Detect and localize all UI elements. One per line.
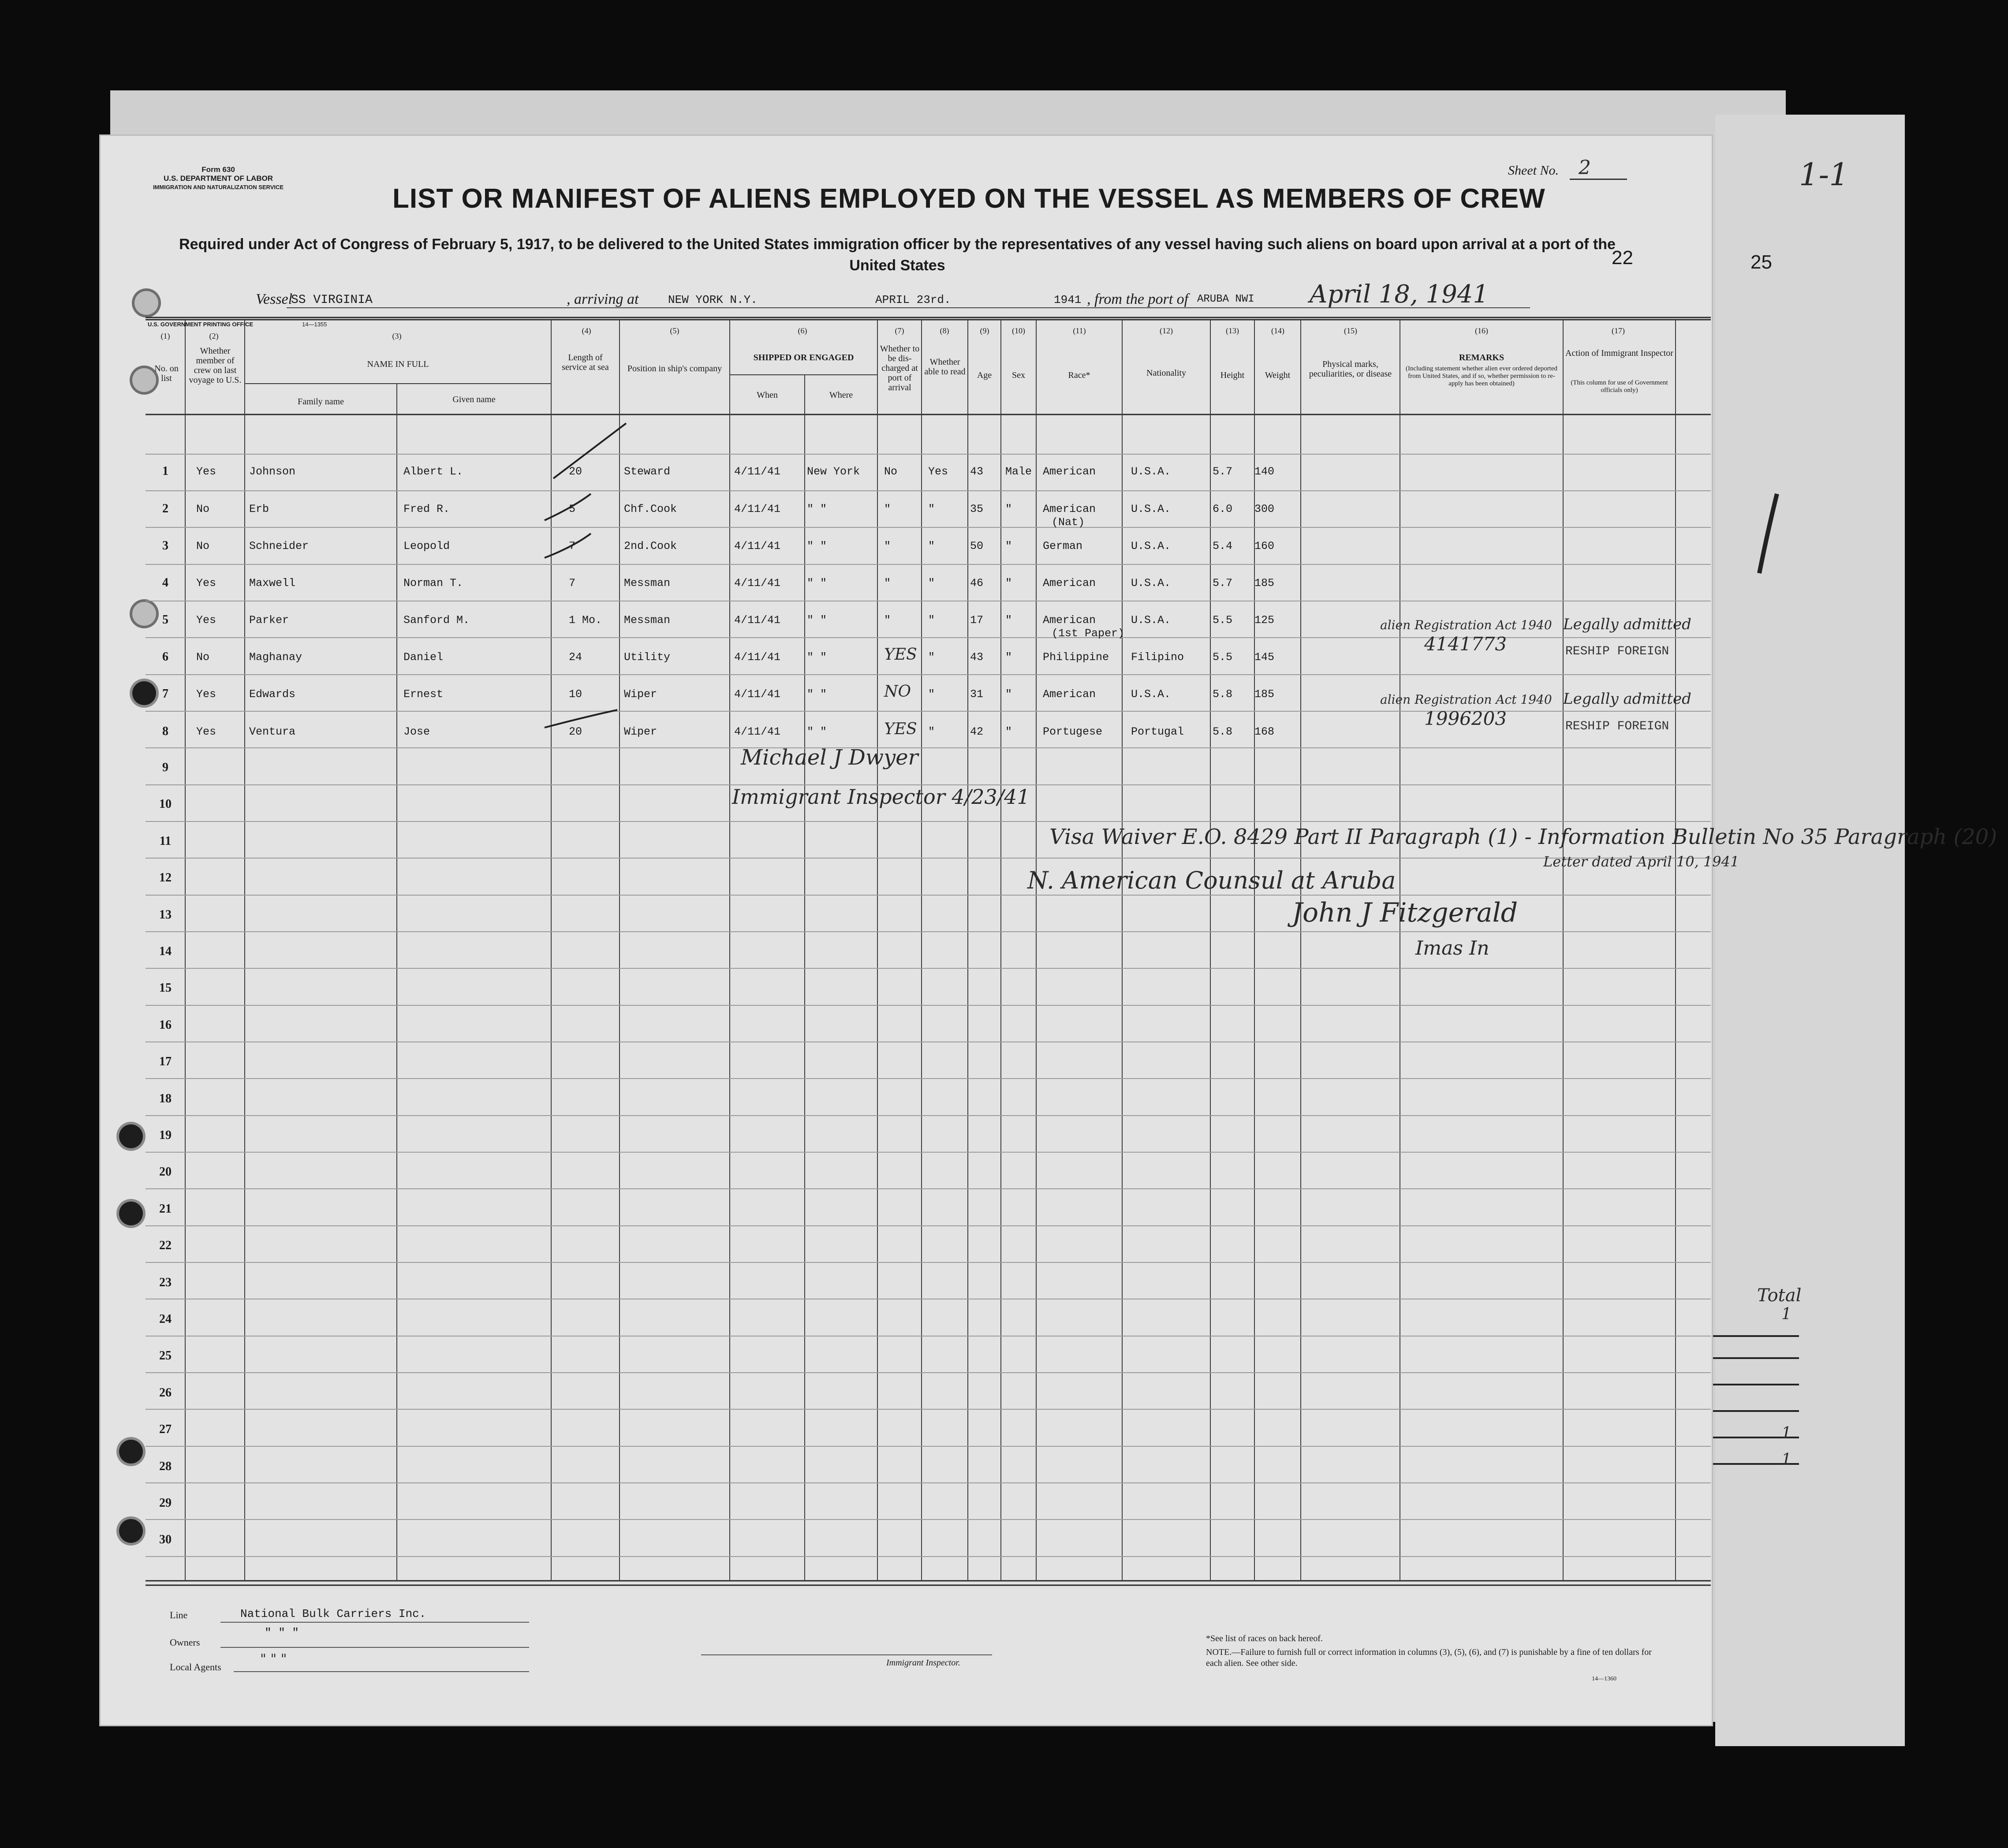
row-number: 1 bbox=[162, 464, 168, 478]
given-name: Ernest bbox=[403, 688, 444, 701]
registration-number: 1996203 bbox=[1424, 708, 1507, 729]
col-number: (1) bbox=[160, 332, 170, 340]
shipped-when: 4/11/41 bbox=[734, 688, 781, 701]
row-number: 15 bbox=[159, 981, 172, 995]
weight: 160 bbox=[1254, 540, 1275, 553]
nationality: U.S.A. bbox=[1131, 540, 1171, 553]
remarks: alien Registration Act 1940 bbox=[1380, 618, 1552, 632]
col-number: (16) bbox=[1475, 326, 1488, 335]
shipped-when: 4/11/41 bbox=[734, 725, 781, 738]
height: 5.8 bbox=[1213, 725, 1233, 738]
vessel-name: SS VIRGINIA bbox=[291, 293, 373, 307]
header-when: When bbox=[757, 390, 778, 400]
from-port: ARUBA NWI bbox=[1197, 293, 1254, 305]
sex: " bbox=[1005, 577, 1012, 590]
age: 46 bbox=[970, 577, 984, 590]
height: 5.8 bbox=[1213, 688, 1233, 701]
member-last-voyage: No bbox=[196, 503, 210, 515]
fitzgerald-title: Imas In bbox=[1415, 937, 1489, 959]
shipped-where: New York bbox=[807, 465, 860, 478]
shipped-where: " " bbox=[807, 651, 827, 664]
row-number: 8 bbox=[162, 724, 168, 738]
col-number: (8) bbox=[940, 326, 949, 335]
able-to-read: " bbox=[928, 651, 935, 664]
discharged: " bbox=[884, 503, 891, 515]
header-given-name: Given name bbox=[452, 395, 496, 404]
sex: " bbox=[1005, 503, 1012, 515]
sex: " bbox=[1005, 651, 1012, 664]
consul-note: N. American Counsul at Aruba bbox=[1027, 866, 1396, 894]
header-able-to-read: Whether able to read bbox=[924, 357, 966, 377]
discharged: " bbox=[884, 614, 891, 627]
position: Messman bbox=[624, 614, 671, 627]
arriving-label: , arriving at bbox=[567, 291, 639, 307]
nationality: U.S.A. bbox=[1131, 614, 1171, 627]
row-number: 25 bbox=[159, 1349, 172, 1363]
form-number: Form 630 bbox=[202, 165, 235, 174]
discharged: " bbox=[884, 540, 891, 553]
height: 5.7 bbox=[1213, 465, 1233, 478]
fitzgerald-signature: John J Fitzgerald bbox=[1292, 897, 1518, 928]
given-name: Leopold bbox=[403, 540, 450, 553]
printing-office: U.S. GOVERNMENT PRINTING OFFICE bbox=[148, 321, 254, 328]
length-of-service: 1 Mo. bbox=[569, 614, 602, 627]
age: 31 bbox=[970, 688, 984, 701]
col-number: (4) bbox=[582, 326, 591, 335]
footer-inspector-label: Immigrant Inspector. bbox=[886, 1658, 960, 1668]
row-number: 14 bbox=[159, 945, 172, 958]
footer-agents-underline bbox=[234, 1671, 529, 1672]
margin-number: 25 bbox=[1750, 251, 1772, 273]
footer-owners-value: " " " bbox=[265, 1626, 299, 1639]
total-value: 1 bbox=[1781, 1305, 1792, 1323]
inspector-signature: Michael J Dwyer bbox=[741, 745, 918, 770]
sex: Male bbox=[1005, 465, 1032, 478]
weight: 168 bbox=[1254, 725, 1275, 738]
length-of-service: 20 bbox=[569, 725, 582, 738]
shipped-when: 4/11/41 bbox=[734, 614, 781, 627]
page-subtitle: Required under Act of Congress of February 5, 1917, to be delivered to the United States immigration officer by the representatives of any vessel having such aliens on board upon arrival at a port of the United States bbox=[179, 236, 1616, 274]
nationality: U.S.A. bbox=[1131, 577, 1171, 590]
position: Wiper bbox=[624, 725, 657, 738]
race: American bbox=[1043, 465, 1096, 478]
arrival-year: 1941 bbox=[1054, 293, 1082, 306]
col-number: (12) bbox=[1160, 326, 1173, 335]
departure-date-handwritten: April 18, 1941 bbox=[1310, 280, 1489, 309]
discharged: YES bbox=[884, 646, 917, 664]
given-name: Jose bbox=[403, 725, 430, 738]
sheet-label: Sheet No. bbox=[1508, 163, 1559, 178]
discharged: NO bbox=[884, 683, 911, 701]
remarks: alien Registration Act 1940 bbox=[1380, 692, 1552, 707]
given-name: Sanford M. bbox=[403, 614, 470, 627]
header-age: Age bbox=[977, 370, 992, 380]
member-last-voyage: Yes bbox=[196, 577, 216, 590]
race: German bbox=[1043, 540, 1083, 553]
race-detail: (1st Paper) bbox=[1052, 627, 1125, 640]
print-code: 14—1355 bbox=[302, 321, 327, 328]
shipped-where: " " bbox=[807, 614, 827, 627]
row-number: 28 bbox=[159, 1459, 172, 1473]
header-action: Action of Immigrant Inspector bbox=[1565, 348, 1673, 358]
header-shipped: SHIPPED OR ENGAGED bbox=[753, 353, 854, 362]
member-last-voyage: Yes bbox=[196, 688, 216, 701]
header-no-on-list: No. on list bbox=[154, 364, 179, 383]
able-to-read: " bbox=[928, 577, 935, 590]
discharged: " bbox=[884, 577, 891, 590]
shipped-where: " " bbox=[807, 725, 827, 738]
position: 2nd.Cook bbox=[624, 540, 677, 553]
family-name: Erb bbox=[249, 503, 269, 515]
shipped-when: 4/11/41 bbox=[734, 465, 781, 478]
sheet-number: 2 bbox=[1579, 157, 1591, 179]
col-number: (11) bbox=[1073, 326, 1086, 335]
footer-code: 14—1360 bbox=[1592, 1676, 1616, 1682]
margin-stroke bbox=[1759, 494, 1777, 573]
height: 5.4 bbox=[1213, 540, 1233, 553]
length-of-service: 24 bbox=[569, 651, 582, 664]
position: Chf.Cook bbox=[624, 503, 677, 515]
footer-race-note: *See list of races on back hereof. bbox=[1206, 1634, 1323, 1643]
col-number: (10) bbox=[1012, 326, 1025, 335]
footer-line-label: Line bbox=[170, 1609, 188, 1620]
inspector-action: Legally admitted bbox=[1563, 616, 1691, 633]
row-number: 6 bbox=[162, 650, 168, 664]
row-number: 27 bbox=[159, 1422, 172, 1437]
visa-waiver-note: Visa Waiver E.O. 8429 Part II Paragraph (1) - Information Bulletin No 35 Paragraph (20) bbox=[1049, 825, 1997, 849]
row-number: 21 bbox=[159, 1202, 172, 1216]
row-number: 9 bbox=[162, 761, 168, 774]
family-name: Ventura bbox=[249, 725, 296, 738]
row-number: 24 bbox=[159, 1312, 172, 1326]
footer-line-underline bbox=[220, 1622, 529, 1623]
from-label: , from the port of bbox=[1087, 291, 1189, 307]
discharged: No bbox=[884, 465, 898, 478]
weight: 140 bbox=[1254, 465, 1275, 478]
row-number: 30 bbox=[159, 1533, 172, 1547]
row-number: 16 bbox=[159, 1018, 172, 1032]
position: Wiper bbox=[624, 688, 657, 701]
row-number: 20 bbox=[159, 1165, 172, 1179]
col-number: (14) bbox=[1271, 326, 1284, 335]
height: 5.5 bbox=[1213, 651, 1233, 664]
footer-agents-value: " " " bbox=[260, 1651, 287, 1667]
length-of-service: 7 bbox=[569, 540, 576, 553]
position: Steward bbox=[624, 465, 671, 478]
weight: 185 bbox=[1254, 577, 1275, 590]
nationality: Portugal bbox=[1131, 725, 1184, 738]
race: American bbox=[1043, 503, 1096, 515]
length-of-service: 5 bbox=[569, 503, 576, 515]
weight: 300 bbox=[1254, 503, 1275, 515]
header-remarks-note: (Including statement whether alien ever ordered deported from United States, and if so, whether permission to re-apply has been obtained) bbox=[1405, 365, 1558, 387]
header-remarks: REMARKS bbox=[1459, 353, 1504, 362]
arrival-port: NEW YORK N.Y. bbox=[668, 293, 758, 306]
given-name: Daniel bbox=[403, 651, 444, 664]
able-to-read: " bbox=[928, 614, 935, 627]
length-of-service: 20 bbox=[569, 465, 582, 478]
row-number: 5 bbox=[162, 613, 168, 627]
race: American bbox=[1043, 577, 1096, 590]
sex: " bbox=[1005, 688, 1012, 701]
race: American bbox=[1043, 688, 1096, 701]
header-action-note: (This column for use of Government officials only) bbox=[1571, 379, 1668, 394]
inspector-action: Legally admitted bbox=[1563, 690, 1691, 708]
able-to-read: " bbox=[928, 688, 935, 701]
footer-owners-label: Owners bbox=[170, 1637, 200, 1648]
total-label: Total bbox=[1757, 1285, 1802, 1306]
nationality: U.S.A. bbox=[1131, 503, 1171, 515]
inspector-title: Immigrant Inspector 4/23/41 bbox=[732, 785, 1030, 809]
header-where: Where bbox=[829, 390, 853, 400]
able-to-read: " bbox=[928, 503, 935, 515]
header-nationality: Nationality bbox=[1146, 368, 1186, 378]
family-name: Maxwell bbox=[249, 577, 296, 590]
shipped-where: " " bbox=[807, 688, 827, 701]
given-name: Norman T. bbox=[403, 577, 463, 590]
age: 42 bbox=[970, 725, 984, 738]
shipped-when: 4/11/41 bbox=[734, 540, 781, 553]
shipped-when: 4/11/41 bbox=[734, 651, 781, 664]
header-physical-marks: Physical marks, peculiarities, or disease bbox=[1309, 359, 1392, 379]
given-name: Fred R. bbox=[403, 503, 450, 515]
header-member-last-voyage: Whether member of crew on last voyage to U.S. bbox=[189, 346, 242, 385]
header-weight: Weight bbox=[1265, 370, 1291, 380]
member-last-voyage: Yes bbox=[196, 725, 216, 738]
shipped-where: " " bbox=[807, 577, 827, 590]
registration-number: 4141773 bbox=[1424, 633, 1507, 655]
col-number: (7) bbox=[895, 326, 904, 335]
family-name: Edwards bbox=[249, 688, 296, 701]
weight: 125 bbox=[1254, 614, 1275, 627]
vessel-label: Vessel bbox=[256, 291, 293, 307]
age: 17 bbox=[970, 614, 984, 627]
race-detail: (Nat) bbox=[1052, 516, 1085, 529]
row-number: 7 bbox=[162, 687, 168, 701]
total-mark: 1 bbox=[1781, 1451, 1792, 1469]
shipped-when: 4/11/41 bbox=[734, 503, 781, 515]
footer-line-value: National Bulk Carriers Inc. bbox=[240, 1607, 426, 1620]
family-name: Maghanay bbox=[249, 651, 302, 664]
arrival-date: APRIL 23rd. bbox=[875, 293, 951, 306]
header-height: Height bbox=[1220, 370, 1245, 380]
row-number: 29 bbox=[159, 1496, 172, 1510]
position: Messman bbox=[624, 577, 671, 590]
age: 50 bbox=[970, 540, 984, 553]
length-of-service: 7 bbox=[569, 577, 576, 590]
discharged: YES bbox=[884, 720, 917, 738]
member-last-voyage: No bbox=[196, 540, 210, 553]
height: 5.7 bbox=[1213, 577, 1233, 590]
reship-stamp: RESHIP FOREIGN bbox=[1565, 720, 1669, 733]
header-discharged: Whether to be dis-charged at port of arrival bbox=[880, 344, 920, 392]
footer-owners-underline bbox=[220, 1647, 529, 1648]
age: 35 bbox=[970, 503, 984, 515]
weight: 145 bbox=[1254, 651, 1275, 664]
shipped-when: 4/11/41 bbox=[734, 577, 781, 590]
header-length-service: Length of service at sea bbox=[562, 353, 609, 372]
header-name-in-full: NAME IN FULL bbox=[367, 359, 429, 369]
total-mark: 1 bbox=[1781, 1424, 1792, 1442]
row-number: 17 bbox=[159, 1055, 172, 1069]
col-number: (17) bbox=[1612, 326, 1625, 335]
family-name: Parker bbox=[249, 614, 289, 627]
length-of-service: 10 bbox=[569, 688, 582, 701]
row-number: 22 bbox=[159, 1239, 172, 1253]
row-number: 11 bbox=[159, 834, 172, 848]
member-last-voyage: Yes bbox=[196, 465, 216, 478]
able-to-read: Yes bbox=[928, 465, 948, 478]
row-number: 12 bbox=[159, 871, 172, 885]
header-family-name: Family name bbox=[298, 397, 344, 407]
height: 6.0 bbox=[1213, 503, 1233, 515]
margin-number: 22 bbox=[1612, 247, 1633, 269]
sex: " bbox=[1005, 614, 1012, 627]
nationality: Filipino bbox=[1131, 651, 1184, 664]
age: 43 bbox=[970, 465, 984, 478]
col-number: (13) bbox=[1226, 326, 1239, 335]
service: IMMIGRATION AND NATURALIZATION SERVICE bbox=[153, 184, 284, 190]
footer-note: NOTE.—Failure to furnish full or correct information in columns (3), (5), (6), and (7) is punishable by a fine of ten dollars for each alien. See other side. bbox=[1206, 1647, 1652, 1668]
shipped-where: " " bbox=[807, 503, 827, 515]
able-to-read: " bbox=[928, 540, 935, 553]
sex: " bbox=[1005, 540, 1012, 553]
race: American bbox=[1043, 614, 1096, 627]
letter-dated-note: Letter dated April 10, 1941 bbox=[1543, 853, 1739, 870]
able-to-read: " bbox=[928, 725, 935, 738]
row-number: 2 bbox=[162, 502, 168, 515]
row-number: 19 bbox=[159, 1128, 172, 1142]
row-number: 26 bbox=[159, 1385, 172, 1400]
nationality: U.S.A. bbox=[1131, 688, 1171, 701]
row-number: 23 bbox=[159, 1275, 172, 1289]
row-number: 3 bbox=[162, 539, 168, 553]
weight: 185 bbox=[1254, 688, 1275, 701]
nationality: U.S.A. bbox=[1131, 465, 1171, 478]
inspector-signature-line bbox=[701, 1654, 992, 1655]
age: 43 bbox=[970, 651, 984, 664]
row-number: 10 bbox=[159, 797, 172, 811]
header-race: Race* bbox=[1068, 370, 1090, 380]
header-sex: Sex bbox=[1012, 370, 1025, 380]
shipped-where: " " bbox=[807, 540, 827, 553]
department: U.S. DEPARTMENT OF LABOR bbox=[163, 174, 273, 183]
page-title: LIST OR MANIFEST OF ALIENS EMPLOYED ON THE VESSEL AS MEMBERS OF CREW bbox=[392, 183, 1545, 214]
race: Philippine bbox=[1043, 651, 1109, 664]
position: Utility bbox=[624, 651, 671, 664]
col-number: (2) bbox=[209, 332, 219, 340]
family-name: Johnson bbox=[249, 465, 296, 478]
col-number: (9) bbox=[980, 326, 989, 335]
given-name: Albert L. bbox=[403, 465, 463, 478]
corner-mark: 1-1 bbox=[1799, 157, 1849, 193]
footer-agents-label: Local Agents bbox=[170, 1661, 221, 1673]
row-number: 4 bbox=[162, 576, 168, 590]
header-position: Position in ship's company bbox=[627, 364, 722, 373]
member-last-voyage: No bbox=[196, 651, 210, 664]
family-name: Schneider bbox=[249, 540, 309, 553]
member-last-voyage: Yes bbox=[196, 614, 216, 627]
race: Portugese bbox=[1043, 725, 1103, 738]
col-number: (5) bbox=[670, 326, 679, 335]
sex: " bbox=[1005, 725, 1012, 738]
height: 5.5 bbox=[1213, 614, 1233, 627]
col-number: (15) bbox=[1344, 326, 1357, 335]
row-number: 13 bbox=[159, 907, 172, 922]
row-number: 18 bbox=[159, 1091, 172, 1105]
reship-stamp: RESHIP FOREIGN bbox=[1565, 645, 1669, 658]
col-number: (6) bbox=[798, 326, 807, 335]
col-number: (3) bbox=[392, 332, 402, 340]
